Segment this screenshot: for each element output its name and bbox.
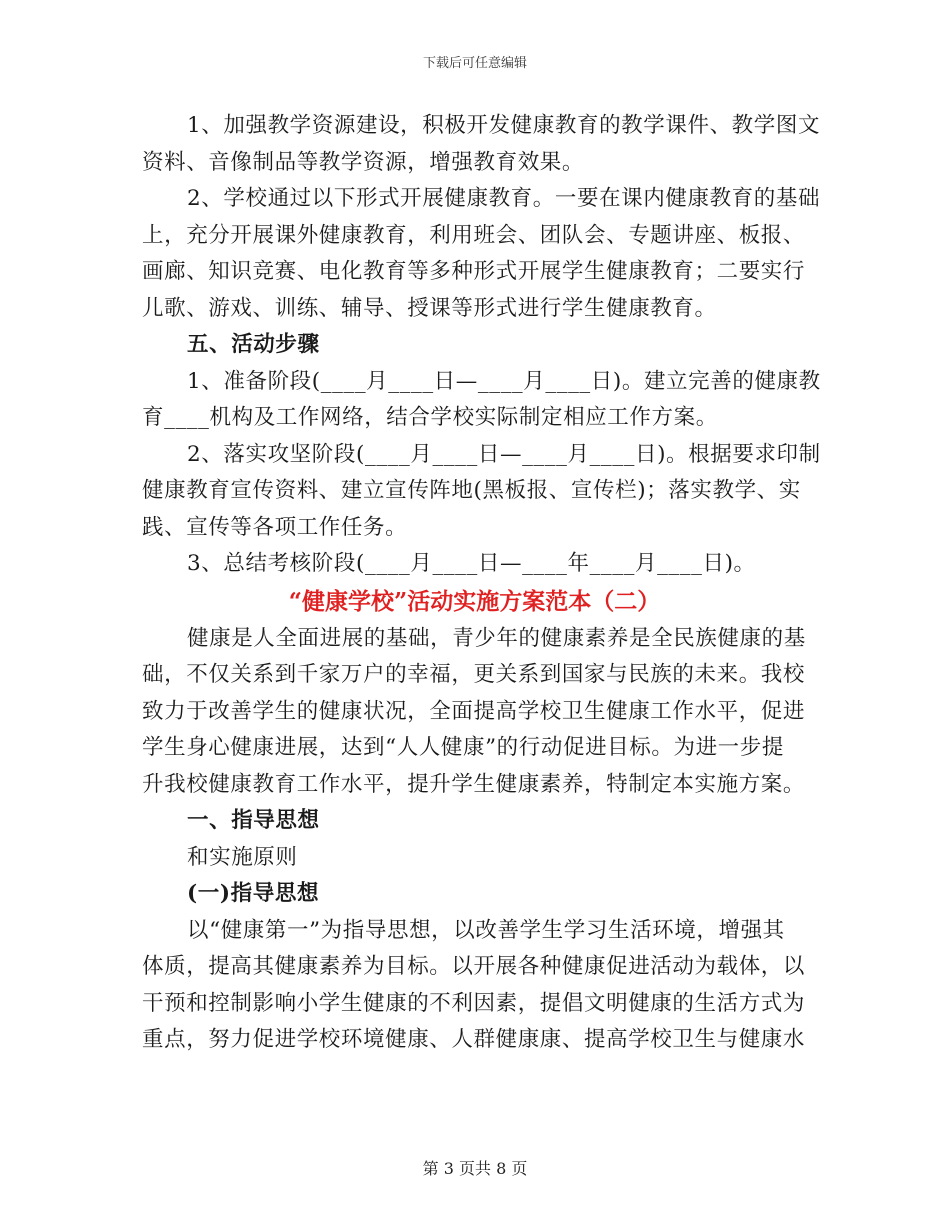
page-footer: 第 3 页共 8 页 bbox=[422, 1159, 528, 1178]
paragraph-line: 画廊、知识竞赛、电化教育等多种形式开展学生健康教育；二要实行 bbox=[142, 259, 806, 284]
paragraph-line: 干预和控制影响小学生健康的不利因素，提倡文明健康的生活方式为 bbox=[142, 990, 806, 1016]
paragraph-line: 以“健康第一”为指导思想，以改善学生学习生活环境，增强其 bbox=[187, 917, 785, 943]
paragraph-line: 健康教育宣传资料、建立宣传阵地(黑板报、宣传栏)；落实教学、实 bbox=[142, 478, 801, 503]
paragraph-line: 践、宣传等各项工作任务。 bbox=[142, 514, 408, 540]
page-header: 下载后可任意编辑 bbox=[422, 56, 527, 71]
section-title: “健康学校”活动实施方案范本（二） bbox=[288, 587, 661, 615]
section-heading: (一)指导思想 bbox=[187, 881, 320, 906]
paragraph-line: 体质，提高其健康素养为目标。以开展各种健康促进活动为载体，以 bbox=[142, 954, 806, 979]
paragraph-line: 础，不仅关系到千家万户的幸福，更关系到国家与民族的未来。我校 bbox=[142, 662, 806, 687]
document-body bbox=[142, 108, 821, 1059]
section-heading: 一、指导思想 bbox=[187, 808, 320, 833]
paragraph-line: 学生身心健康进展，达到“人人健康”的行动促进目标。为进一步提 bbox=[142, 735, 784, 760]
paragraph-line: 和实施原则 bbox=[187, 844, 298, 870]
paragraph-line: 上，充分开展课外健康教育，利用班会、团队会、专题讲座、板报、 bbox=[142, 222, 806, 248]
paragraph-line: 致力于改善学生的健康状况，全面提高学校卫生健康工作水平，促进 bbox=[142, 698, 806, 724]
paragraph-line: 资料、音像制品等教学资源，增强教育效果。 bbox=[142, 149, 585, 175]
section-heading: 五、活动步骤 bbox=[187, 332, 320, 357]
paragraph-line: 2、落实攻坚阶段(____月____日—____月____日)。根据要求印制 bbox=[187, 441, 821, 467]
paragraph-line: 儿歌、游戏、训练、辅导、授课等形式进行学生健康教育。 bbox=[142, 295, 717, 321]
paragraph-line: 1、加强教学资源建设，积极开发健康教育的教学课件、教学图文 bbox=[187, 113, 821, 138]
paragraph-line: 3、总结考核阶段(____月____日—____年____月____日)。 bbox=[187, 551, 756, 576]
paragraph-line: 育____机构及工作网络，结合学校实际制定相应工作方案。 bbox=[142, 405, 718, 430]
paragraph-line: 重点，努力促进学校环境健康、人群健康康、提高学校卫生与健康水 bbox=[142, 1027, 806, 1052]
paragraph-line: 健康是人全面进展的基础，青少年的健康素养是全民族健康的基 bbox=[187, 625, 806, 651]
paragraph-line: 2、学校通过以下形式开展健康教育。一要在课内健康教育的基础 bbox=[187, 186, 821, 211]
paragraph-line: 1、准备阶段(____月____日—____月____日)。建立完善的健康教 bbox=[187, 368, 821, 394]
paragraph-line: 升我校健康教育工作水平，提升学生健康素养，特制定本实施方案。 bbox=[142, 771, 806, 797]
